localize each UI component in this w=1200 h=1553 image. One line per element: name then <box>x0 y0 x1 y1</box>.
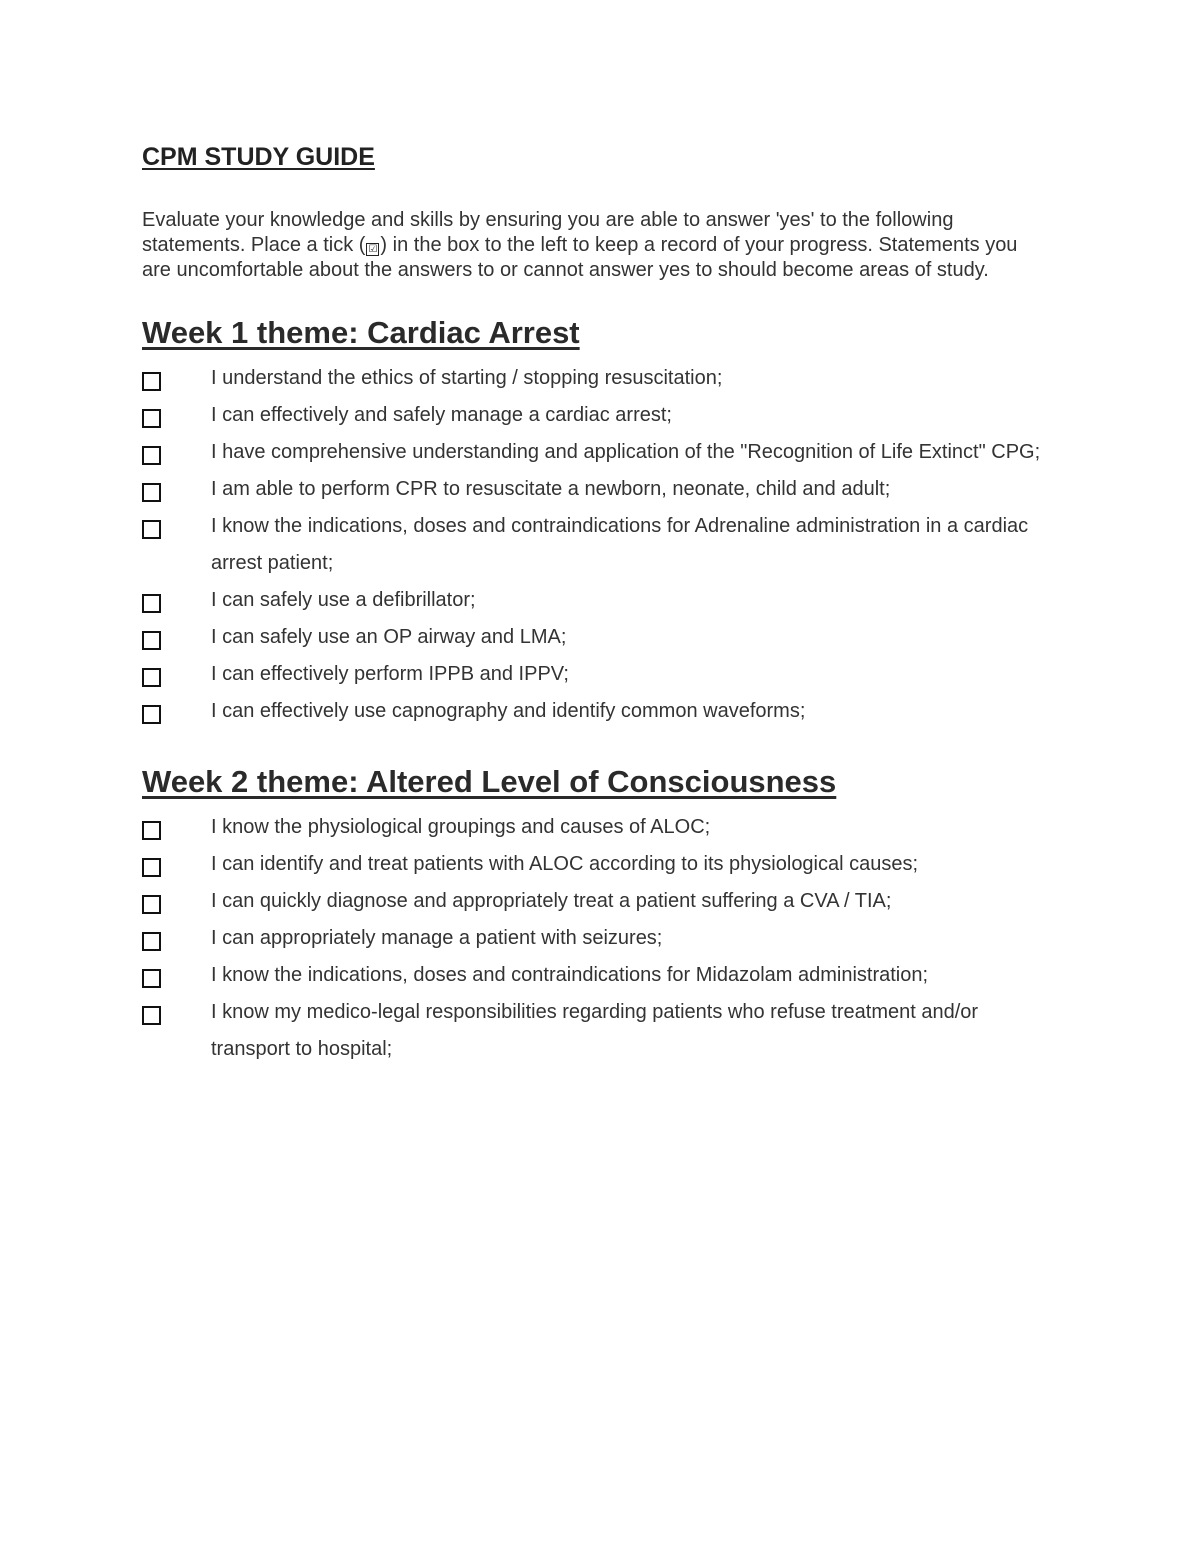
checklist-item <box>142 817 1062 846</box>
checkbox[interactable] <box>142 372 161 391</box>
checklist-item <box>142 405 1062 434</box>
checklist-item-text: I have comprehensive understanding and application of the "Recognition of Life Extinct" CPG; <box>211 441 1041 463</box>
checkbox[interactable] <box>142 1006 161 1025</box>
checklist-item-text: I can appropriately manage a patient with seizures; <box>211 927 663 949</box>
checklist-item <box>142 368 1062 397</box>
checklist-item-text: I can effectively use capnography and identify common waveforms; <box>211 700 806 722</box>
checkbox[interactable] <box>142 858 161 877</box>
tick-box-icon <box>366 243 379 256</box>
intro-text-before-tick: Evaluate your knowledge and skills by ensuring you are able to answer 'yes' to the following statements. Place a tick ( <box>142 209 954 256</box>
tick-symbol: ☑ <box>368 244 378 255</box>
checklist-item-text: I can effectively and safely manage a cardiac arrest; <box>211 404 672 426</box>
checklist-item <box>142 965 1062 994</box>
checklist-item <box>142 928 1062 957</box>
checkbox[interactable] <box>142 594 161 613</box>
checkbox[interactable] <box>142 969 161 988</box>
intro-text-after-tick: ) in the box to the left to keep a record of your progress. Statements you are uncomfortable about the answers to or cannot answer yes to should become areas of study. <box>142 234 1018 281</box>
section-heading-week-1: Week 1 theme: Cardiac Arrest <box>142 315 580 350</box>
checklist-item-text: I know my medico-legal responsibilities regarding patients who refuse treatment and/or transport to hospital; <box>211 1001 979 1060</box>
checklist-item <box>142 701 1062 730</box>
checklist-item <box>142 442 1062 471</box>
checklist-week-2 <box>142 817 1062 1068</box>
checklist-item <box>142 627 1062 656</box>
checkbox[interactable] <box>142 668 161 687</box>
checklist-item-text: I know the physiological groupings and causes of ALOC; <box>211 816 711 838</box>
checklist-item <box>142 854 1062 883</box>
checklist-item-text: I am able to perform CPR to resuscitate a newborn, neonate, child and adult; <box>211 478 891 500</box>
checkbox[interactable] <box>142 483 161 502</box>
checklist-item <box>142 590 1062 619</box>
checkbox[interactable] <box>142 446 161 465</box>
checklist-week-1 <box>142 368 1062 730</box>
checkbox[interactable] <box>142 895 161 914</box>
checkbox[interactable] <box>142 705 161 724</box>
checklist-item-text: I can identify and treat patients with ALOC according to its physiological causes; <box>211 853 919 875</box>
checklist-item-text: I can safely use an OP airway and LMA; <box>211 626 567 648</box>
intro-paragraph <box>142 208 1047 283</box>
document-body <box>142 140 1062 1076</box>
checklist-item-text: I can safely use a defibrillator; <box>211 589 476 611</box>
checklist-item-text: I understand the ethics of starting / stopping resuscitation; <box>211 367 723 389</box>
checklist-item-text: I can quickly diagnose and appropriately treat a patient suffering a CVA / TIA; <box>211 890 892 912</box>
checkbox[interactable] <box>142 409 161 428</box>
checkbox[interactable] <box>142 821 161 840</box>
checkbox[interactable] <box>142 932 161 951</box>
checklist-item <box>142 479 1062 508</box>
checklist-item <box>142 891 1062 920</box>
checklist-item <box>142 664 1062 693</box>
checklist-item <box>142 516 1062 582</box>
checklist-item-text: I know the indications, doses and contraindications for Adrenaline administration in a cardiac arrest patient; <box>211 515 1029 574</box>
checklist-item-text: I know the indications, doses and contraindications for Midazolam administration; <box>211 964 929 986</box>
checkbox[interactable] <box>142 631 161 650</box>
document-title: CPM STUDY GUIDE <box>142 143 375 171</box>
checklist-item <box>142 1002 1062 1068</box>
section-heading-week-2: Week 2 theme: Altered Level of Consciousness <box>142 764 837 799</box>
checklist-item-text: I can effectively perform IPPB and IPPV; <box>211 663 569 685</box>
checkbox[interactable] <box>142 520 161 539</box>
